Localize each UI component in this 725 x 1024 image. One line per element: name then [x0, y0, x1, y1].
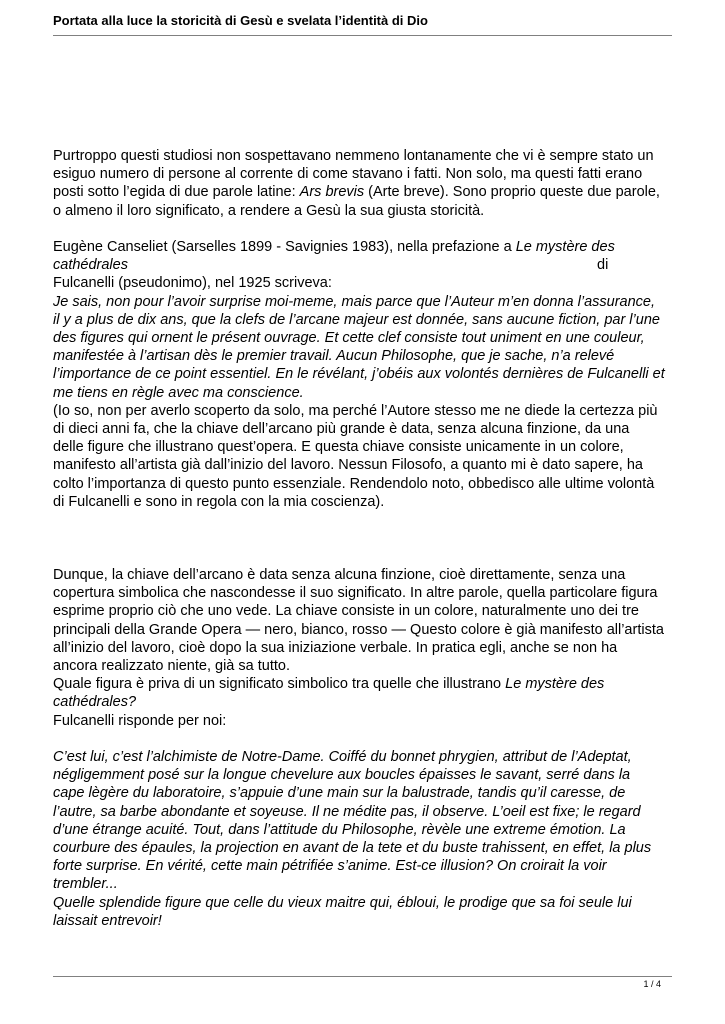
text-line: esiguo numero di persone al corrente di come stavano i fatti. Non solo, ma questi fatti erano: [53, 166, 643, 183]
quote-line: trembler...: [53, 876, 118, 893]
paragraph-1: [53, 147, 675, 220]
text-line: di Fulcanelli e sono in regola con la mia coscienza).: [53, 493, 385, 510]
text-line: colto l’importanza di questo punto essenziale. Rendendolo noto, obbedisco alle ultime volontà: [53, 475, 655, 492]
text-line: manifesto all’artista già dall’inizio del lavoro. Nessun Filosofo, a quanto mi è dato sapere, ha: [53, 457, 643, 474]
text-line: cathédrales di: [53, 257, 609, 274]
quote-line: l’importance de ce point essentiel. En le révélant, j’obéis aux volontés dernières de Fulcanelli et: [53, 366, 665, 383]
page-header-title: Portata alla luce la storicità di Gesù e svelata l’identità di Dio: [53, 13, 428, 28]
text-line: (Io so, non per averlo scoperto da solo, ma perché l’Autore stesso me ne diede la certezza più: [53, 402, 658, 419]
text-line: o almeno il loro significato, a rendere a Gesù la sua giusta storicità.: [53, 202, 485, 219]
text-line: all’inizio del lavoro, cioè dopo la sua iniziazione verbale. In pratica egli, anche se non ha: [53, 639, 618, 656]
quote-line: il y a plus de dix ans, que la clefs de l’arcane majeur est donnée, sans aucune fiction, par l’une: [53, 311, 660, 328]
text-line: Quale figura è priva di un significato simbolico tra quelle che illustrano Le mystère des: [53, 676, 605, 693]
header-divider: [53, 35, 672, 36]
text-line: Purtroppo questi studiosi non sospettavano nemmeno lontanamente che vi è sempre stato un: [53, 148, 654, 164]
quote-line: d’une étrange acuité. Tout, dans l’attitude du Philosophe, rèvèle une extreme émotion. La: [53, 821, 626, 838]
text-line: Fulcanelli (pseudonimo), nel 1925 scriveva:: [53, 275, 332, 292]
quote-line: l’autre, sa barbe abondante et soyeuse. Il ne médite pas, il observe. L’oeil est fixe; le regard: [53, 803, 641, 820]
quote-line: Je sais, non pour l’avoir surprise moi-meme, mais parce que l’Auteur m’en donna l’assurance,: [53, 293, 656, 310]
text-line: esprime proprio ciò che uno vede. La chiave consiste in un colore, naturalmente uno dei tre: [53, 603, 639, 620]
quote-line: négligemment posé sur la longue chevelure aux boucles épaisses le savant, serré dans la: [53, 767, 631, 784]
quote-line: Quelle splendide figure que celle du vieux maitre qui, ébloui, le prodige que sa foi seule lui: [53, 894, 632, 911]
text-line: ancora realizzato niente, già sa tutto.: [53, 658, 290, 675]
paragraph-3: [53, 566, 675, 930]
quote-line: laissait entrevoir!: [53, 912, 162, 929]
blank-line: [53, 730, 675, 748]
text-line: delle figure che illustrano quest’opera. E questa chiave consiste unicamente in un colore,: [53, 439, 624, 456]
quote-line: des figures qui ornent le présent ouvrage. Et cette clef consiste tout uniment en une couleur,: [53, 330, 645, 347]
quote-line: C’est lui, c’est l’alchimiste de Notre-Dame. Coiffé du bonnet phrygien, attribut de l’Adeptat,: [53, 749, 632, 766]
text-line: copertura simbolica che nascondesse il suo significato. In altre parole, quella particolare figura: [53, 585, 658, 602]
text-line: cathédrales?: [53, 694, 137, 711]
page-number: 1 / 4: [643, 979, 661, 989]
quote-line: manifestée à l’artisan dès le premier travail. Aucun Philosophe, que je sache, n’a relevé: [53, 348, 615, 365]
quote-line: cape lègère du laboratoire, s’appuie d’une main sur la balustrade, tandis qu’il caresse, de: [53, 785, 626, 802]
text-line: Fulcanelli risponde per noi:: [53, 712, 227, 729]
text-line: principali della Grande Opera — nero, bianco, rosso — Questo colore è già manifesto all’artista: [53, 621, 664, 638]
quote-line: me tiens en règle avec ma conscience.: [53, 384, 304, 401]
quote-line: forte surprise. En vérité, cette main pétrifiée s’anime. Est-ce illusion? On croirait la voir: [53, 858, 607, 875]
text-line: di dieci anni fa, che la chiave dell’arcano più grande è data, senza alcuna finzione, da una: [53, 421, 630, 438]
paragraph-2: [53, 238, 675, 511]
text-line: Dunque, la chiave dell’arcano è data senza alcuna finzione, cioè direttamente, senza una: [53, 567, 626, 583]
text-line: Eugène Canseliet (Sarselles 1899 - Savignies 1983), nella prefazione a Le mystère des: [53, 239, 615, 255]
footer-divider: [53, 976, 672, 977]
quote-line: courbure des épaules, la projection en avant de la tete et du buste trahissent, en effet, la plus: [53, 840, 652, 857]
text-line: posti sotto l’egida di due parole latine: Ars brevis (Arte breve). Sono proprio queste due parole,: [53, 184, 660, 201]
